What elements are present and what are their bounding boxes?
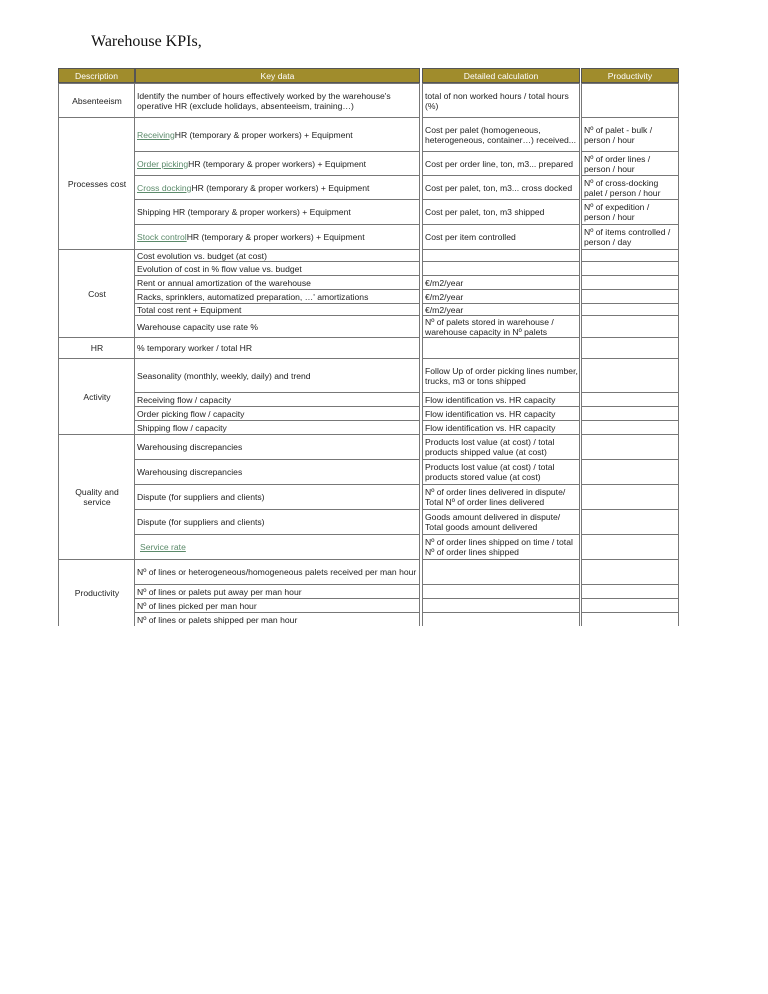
cost-key-2: Rent or annual amortization of the warehouse	[135, 275, 420, 289]
activity-productivity-1	[581, 392, 679, 406]
cost-key-5: Warehouse capacity use rate %	[135, 315, 420, 337]
quality-calc-3: Goods amount delivered in dispute/ Total goods amount delivered	[422, 509, 580, 534]
cost-productivity-4	[581, 303, 679, 315]
cost-calc-2: €/m2/year	[422, 275, 580, 289]
activity-key-0: Seasonality (monthly, weekly, daily) and trend	[135, 358, 420, 392]
process-link-1[interactable]: Order picking	[137, 158, 189, 169]
cost-key-0: Cost evolution vs. budget (at cost)	[135, 249, 420, 261]
activity-label: Activity	[58, 358, 135, 434]
process-calc-3: Cost per palet, ton, m3 shipped	[422, 199, 580, 224]
productivity-label: Productivity	[58, 559, 135, 626]
hr-productivity	[581, 337, 679, 358]
productivity-key-3: Nº of lines or palets shipped per man hour	[135, 612, 420, 626]
cost-calc-4: €/m2/year	[422, 303, 580, 315]
process-calc-1: Cost per order line, ton, m3... prepared	[422, 151, 580, 175]
activity-key-2: Order picking flow / capacity	[135, 406, 420, 420]
process-key-text-1: HR (temporary & proper workers) + Equipment	[188, 158, 367, 169]
quality-key-1: Warehousing discrepancies	[135, 459, 420, 484]
process-key-text-2: HR (temporary & proper workers) + Equipment	[191, 182, 370, 193]
productivity-key-0: Nº of lines or heterogeneous/homogeneous palets received per man hour	[135, 559, 420, 584]
quality-label: Quality and service	[58, 434, 135, 559]
process-key-3	[135, 199, 420, 224]
process-link-0[interactable]: Receiving	[137, 129, 175, 140]
cost-productivity-0	[581, 249, 679, 261]
header-productivity: Productivity	[581, 68, 679, 83]
process-calc-4: Cost per item controlled	[422, 224, 580, 249]
process-key-text-3: Shipping HR (temporary & proper workers) + Equipment	[137, 207, 351, 217]
quality-calc-4: Nº of order lines shipped on time / total Nº of order lines shipped	[422, 534, 580, 559]
process-key-2	[135, 175, 420, 199]
cost-productivity-3	[581, 289, 679, 303]
absenteeism-productivity	[581, 83, 679, 117]
page-title: Warehouse KPIs,	[91, 33, 202, 50]
quality-calc-0: Products lost value (at cost) / total products shipped value (at cost)	[422, 434, 580, 459]
process-key-text-4: HR (temporary & proper workers) + Equipment	[186, 232, 365, 242]
quality-key-2: Dispute (for suppliers and clients)	[135, 484, 420, 509]
cost-label: Cost	[58, 249, 135, 337]
hr-calc	[422, 337, 580, 358]
kpi-table	[58, 68, 680, 626]
activity-calc-3: Flow identification vs. HR capacity	[422, 420, 580, 434]
quality-key-0: Warehousing discrepancies	[135, 434, 420, 459]
activity-productivity-3	[581, 420, 679, 434]
absenteeism-key: Identify the number of hours effectively worked by the warehouse's operative HR (exclude holidays, absenteeism, training…)	[135, 83, 420, 117]
quality-productivity-2	[581, 484, 679, 509]
productivity-calc-1	[422, 584, 580, 598]
activity-productivity-2	[581, 406, 679, 420]
quality-key-3: Dispute (for suppliers and clients)	[135, 509, 420, 534]
process-key-text-0: HR (temporary & proper workers) + Equipment	[174, 129, 353, 140]
table-body	[58, 83, 680, 626]
productivity-key-2: Nº of lines picked per man hour	[135, 598, 420, 612]
header-detailed-calculation: Detailed calculation	[422, 68, 580, 83]
cost-calc-3: €/m2/year	[422, 289, 580, 303]
hr-label: HR	[58, 337, 135, 358]
activity-key-1: Receiving flow / capacity	[135, 392, 420, 406]
cost-key-1: Evolution of cost in % flow value vs. budget	[135, 261, 420, 275]
activity-calc-0: Follow Up of order picking lines number, trucks, m3 or tons shipped	[422, 358, 580, 392]
process-calc-0: Cost per palet (homogeneous, heterogeneous, container…) received...	[422, 117, 580, 151]
process-productivity-1: Nº of order lines / person / hour	[581, 151, 679, 175]
productivity-calc-2	[422, 598, 580, 612]
processes-label: Processes cost	[58, 117, 135, 249]
absenteeism-label: Absenteeism	[58, 83, 135, 117]
table-header	[58, 68, 680, 83]
process-key-0	[135, 117, 420, 151]
process-link-4[interactable]: Stock control	[137, 232, 187, 242]
activity-key-3: Shipping flow / capacity	[135, 420, 420, 434]
process-key-4	[135, 224, 420, 249]
activity-calc-2: Flow identification vs. HR capacity	[422, 406, 580, 420]
process-productivity-2: Nº of cross-docking palet / person / hour	[581, 175, 679, 199]
process-productivity-4: Nº of items controlled / person / day	[581, 224, 679, 249]
quality-calc-1: Products lost value (at cost) / total products stored value (at cost)	[422, 459, 580, 484]
hr-key: % temporary worker / total HR	[135, 337, 420, 358]
quality-productivity-0	[581, 434, 679, 459]
productivity-productivity-2	[581, 598, 679, 612]
quality-calc-2: Nº of order lines delivered in dispute/ Total Nº of order lines delivered	[422, 484, 580, 509]
cost-calc-0	[422, 249, 580, 261]
cost-productivity-5	[581, 315, 679, 337]
process-productivity-3: Nº of expedition / person / hour	[581, 199, 679, 224]
cost-calc-1	[422, 261, 580, 275]
productivity-calc-3	[422, 612, 580, 626]
productivity-productivity-3	[581, 612, 679, 626]
cost-key-4: Total cost rent + Equipment	[135, 303, 420, 315]
cost-key-3: Racks, sprinklers, automatized preparation, …' amortizations	[135, 289, 420, 303]
process-productivity-0: Nº of palet - bulk / person / hour	[581, 117, 679, 151]
quality-productivity-1	[581, 459, 679, 484]
process-link-2[interactable]: Cross docking	[137, 182, 192, 193]
activity-calc-1: Flow identification vs. HR capacity	[422, 392, 580, 406]
process-key-1	[135, 151, 420, 175]
header-key-data: Key data	[135, 68, 420, 83]
cost-productivity-1	[581, 261, 679, 275]
productivity-productivity-0	[581, 559, 679, 584]
productivity-productivity-1	[581, 584, 679, 598]
absenteeism-calc: total of non worked hours / total hours (%)	[422, 83, 580, 117]
cost-productivity-2	[581, 275, 679, 289]
process-calc-2: Cost per palet, ton, m3... cross docked	[422, 175, 580, 199]
productivity-calc-0	[422, 559, 580, 584]
header-description: Description	[58, 68, 135, 83]
activity-productivity-0	[581, 358, 679, 392]
quality-key-4	[135, 534, 420, 559]
cost-calc-5: Nº of palets stored in warehouse / warehouse capacity in Nº palets	[422, 315, 580, 337]
quality-productivity-3	[581, 509, 679, 534]
service-rate-link[interactable]: Service rate	[140, 542, 186, 552]
quality-productivity-4	[581, 534, 679, 559]
productivity-key-1: Nº of lines or palets put away per man hour	[135, 584, 420, 598]
